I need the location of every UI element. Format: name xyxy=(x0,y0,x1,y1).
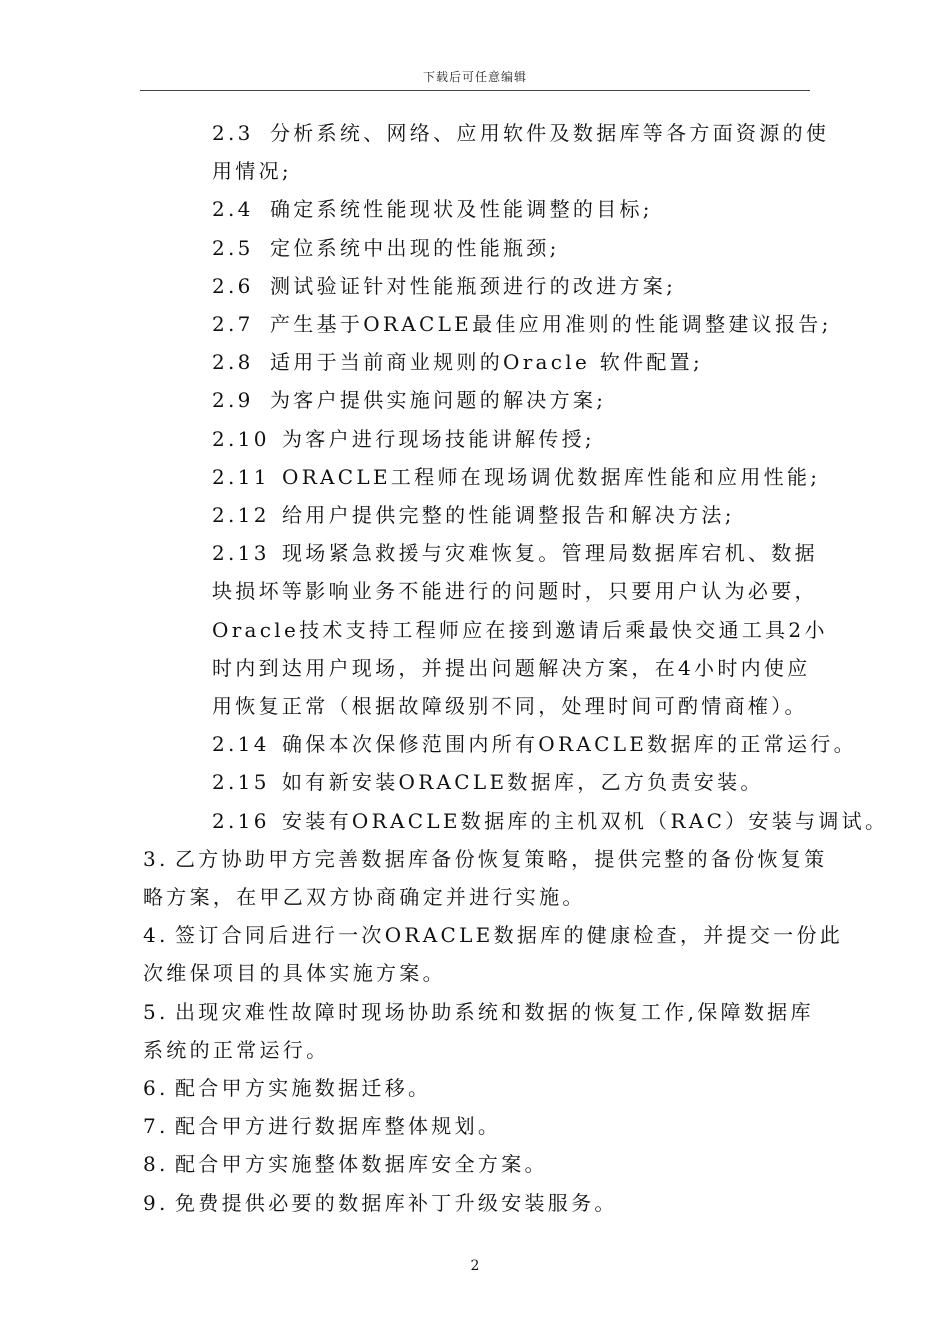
sub-item-continuation xyxy=(212,578,818,604)
item-text: 为客户进行现场技能讲解传授; xyxy=(282,426,595,451)
item-text: 确保本次保修范围内所有ORACLE数据库的正常运行。 xyxy=(282,732,857,757)
item-text: 系统的正常运行。 xyxy=(143,1037,330,1062)
main-item-line xyxy=(143,846,827,872)
item-number: 2.4 xyxy=(212,197,254,222)
sub-item-line xyxy=(212,464,820,490)
item-text: 配合甲方实施整体数据库安全方案。 xyxy=(175,1152,548,1177)
item-text: 时内到达用户现场，并提出问题解决方案，在4小时内使应 xyxy=(212,655,811,680)
item-number: 2.11 xyxy=(212,464,270,489)
item-text: 给用户提供完整的性能调整报告和解决方法; xyxy=(282,503,735,527)
main-item-continuation xyxy=(143,960,446,986)
item-number: 2.10 xyxy=(212,426,270,451)
item-number: 2.15 xyxy=(212,770,270,795)
item-text: 免费提供必要的数据库补丁升级安装服务。 xyxy=(175,1190,618,1215)
item-text: 产生基于ORACLE最佳应用准则的性能调整建议报告; xyxy=(270,312,832,336)
item-text: 如有新安装ORACLE数据库，乙方负责安装。 xyxy=(282,770,764,795)
item-number: 3. xyxy=(143,846,169,871)
item-text: 适用于当前商业规则的Oracle 软件配置; xyxy=(270,350,704,375)
item-number: 2.7 xyxy=(212,312,254,336)
sub-item-continuation xyxy=(212,693,808,719)
item-number: 2.9 xyxy=(212,388,254,413)
sub-item-continuation xyxy=(212,158,292,184)
sub-item-line xyxy=(212,273,676,299)
item-text: Oracle技术支持工程师应在接到邀请后乘最快交通工具2小 xyxy=(212,617,828,642)
item-text: 安装有ORACLE数据库的主机双机（RAC）安装与调试。 xyxy=(282,808,889,833)
item-text: 用恢复正常（根据故障级别不同，处理时间可酌情商榷）。 xyxy=(212,694,808,718)
page-number: 2 xyxy=(470,1258,480,1274)
main-item-line xyxy=(143,1113,501,1139)
item-number: 2.13 xyxy=(212,541,270,566)
item-number: 5. xyxy=(143,999,169,1024)
sub-item-line xyxy=(212,808,888,834)
item-number: 6. xyxy=(143,1076,169,1100)
sub-item-line xyxy=(212,387,606,413)
sub-item-line xyxy=(212,540,818,566)
main-item-line xyxy=(143,1151,548,1177)
sub-item-line xyxy=(212,120,829,146)
item-number: 2.6 xyxy=(212,273,254,298)
item-number: 2.8 xyxy=(212,350,254,375)
item-text: 现场紧急救援与灾难恢复。管理局数据库宕机、数据 xyxy=(282,541,818,566)
item-number: 2.16 xyxy=(212,808,270,833)
item-number: 7. xyxy=(143,1114,169,1139)
sub-item-line xyxy=(212,426,595,452)
item-text: 分析系统、网络、应用软件及数据库等各方面资源的使 xyxy=(270,121,830,145)
item-text: 为客户提供实施问题的解决方案; xyxy=(270,388,607,413)
page-header: 下载后可任意编辑 xyxy=(422,70,527,84)
main-item-continuation xyxy=(143,884,586,910)
main-item-line xyxy=(143,922,843,948)
sub-item-line xyxy=(212,731,857,757)
item-text: 测试验证针对性能瓶颈进行的改进方案; xyxy=(270,273,677,298)
item-number: 2.12 xyxy=(212,503,270,527)
item-text: ORACLE工程师在现场调优数据库性能和应用性能; xyxy=(282,464,821,489)
sub-item-continuation xyxy=(212,617,828,643)
main-item-line xyxy=(143,1075,431,1101)
sub-item-line xyxy=(212,311,832,337)
main-item-line xyxy=(143,999,814,1025)
main-item-line xyxy=(143,1190,618,1216)
item-number: 2.14 xyxy=(212,732,270,757)
sub-item-line xyxy=(212,502,735,528)
item-text: 乙方协助甲方完善数据库备份恢复策略，提供完整的备份恢复策 xyxy=(175,846,828,871)
item-number: 9. xyxy=(143,1190,169,1215)
sub-item-line xyxy=(212,196,653,222)
item-number: 4. xyxy=(143,923,169,948)
item-number: 8. xyxy=(143,1152,169,1177)
main-item-continuation xyxy=(143,1037,329,1063)
item-number: 2.3 xyxy=(212,121,254,145)
item-text: 签订合同后进行一次ORACLE数据库的健康检查，并提交一份此 xyxy=(175,923,844,948)
sub-item-line xyxy=(212,235,560,261)
item-text: 用情况; xyxy=(212,159,292,184)
item-number: 2.5 xyxy=(212,235,254,260)
item-text: 定位系统中出现的性能瓶颈; xyxy=(270,235,560,260)
item-text: 配合甲方进行数据库整体规划。 xyxy=(175,1114,502,1139)
item-text: 次维保项目的具体实施方案。 xyxy=(143,961,446,986)
item-text: 出现灾难性故障时现场协助系统和数据的恢复工作,保障数据库 xyxy=(175,999,814,1024)
sub-item-continuation xyxy=(212,655,811,681)
sub-item-line xyxy=(212,769,764,795)
item-text: 略方案，在甲乙双方协商确定并进行实施。 xyxy=(143,885,586,909)
item-text: 块损坏等影响业务不能进行的问题时，只要用户认为必要， xyxy=(212,579,818,604)
item-text: 配合甲方实施数据迁移。 xyxy=(175,1076,432,1100)
header-divider xyxy=(140,90,810,91)
item-text: 确定系统性能现状及性能调整的目标; xyxy=(270,197,653,222)
sub-item-line xyxy=(212,349,703,375)
